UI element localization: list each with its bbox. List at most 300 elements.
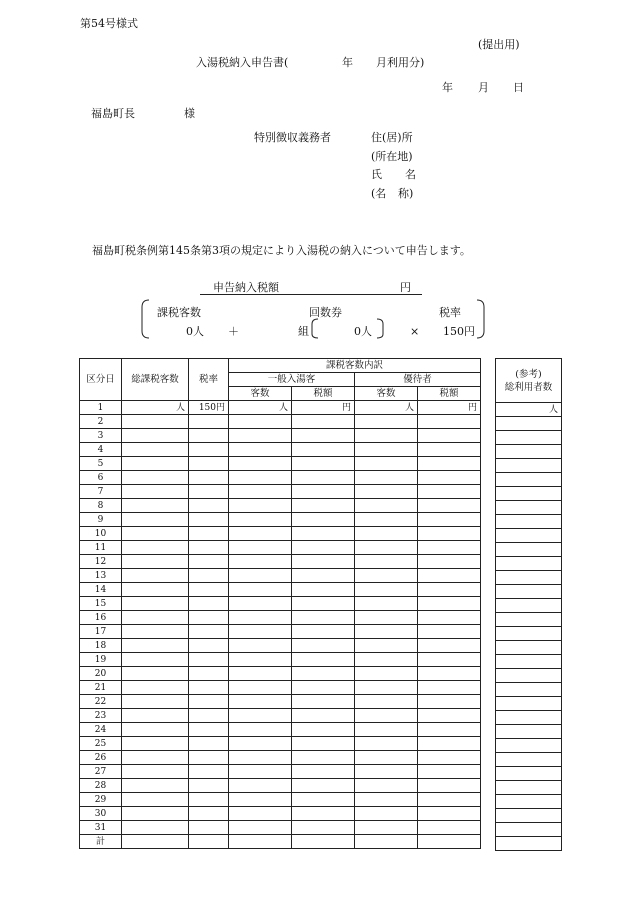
general-tax-cell[interactable] [292, 597, 355, 611]
rate-cell [189, 457, 229, 471]
preferred-tax-cell[interactable] [418, 737, 481, 751]
preferred-tax-cell[interactable] [418, 513, 481, 527]
table-row [496, 403, 562, 417]
table-row [496, 557, 562, 571]
preferred-tax-cell[interactable] [418, 429, 481, 443]
rate-cell [189, 681, 229, 695]
total-users-cell[interactable] [496, 459, 562, 473]
general-count-cell[interactable] [229, 541, 292, 555]
total-users-cell[interactable] [496, 739, 562, 753]
total-taxable-cell[interactable] [122, 667, 189, 681]
table-row [80, 443, 481, 457]
total-taxable-cell[interactable] [122, 457, 189, 471]
total-taxable-cell[interactable] [122, 569, 189, 583]
preferred-count-cell[interactable] [355, 667, 418, 681]
rate-cell [189, 765, 229, 779]
total-users-cell[interactable] [496, 725, 562, 739]
preferred-tax-cell[interactable] [418, 793, 481, 807]
general-tax-cell[interactable] [292, 513, 355, 527]
preferred-count-cell[interactable] [355, 555, 418, 569]
table-row [80, 723, 481, 737]
preferred-count-cell[interactable] [355, 779, 418, 793]
general-count-cell[interactable]: 人 [229, 401, 292, 415]
total-taxable-cell[interactable] [122, 779, 189, 793]
table-row [80, 625, 481, 639]
general-tax-cell[interactable] [292, 499, 355, 513]
preferred-count-cell[interactable]: 人 [355, 401, 418, 415]
general-count-cell[interactable] [229, 695, 292, 709]
total-users-cell[interactable] [496, 613, 562, 627]
total-taxable-cell[interactable] [122, 751, 189, 765]
total-taxable-cell[interactable] [122, 485, 189, 499]
table-row [496, 795, 562, 809]
total-users-cell[interactable] [496, 571, 562, 585]
total-taxable-cell[interactable] [122, 429, 189, 443]
preferred-count-cell[interactable] [355, 681, 418, 695]
general-count-cell[interactable] [229, 821, 292, 835]
general-count-cell[interactable] [229, 765, 292, 779]
general-count-cell[interactable] [229, 667, 292, 681]
total-users-cell[interactable] [496, 599, 562, 613]
total-taxable-cell[interactable]: 人 [122, 401, 189, 415]
table-row [496, 529, 562, 543]
preferred-tax-cell[interactable] [418, 415, 481, 429]
day-cell: 19 [80, 653, 122, 667]
header-day: 区分日 [80, 359, 122, 401]
general-count-cell[interactable] [229, 583, 292, 597]
preferred-tax-cell[interactable] [418, 443, 481, 457]
preferred-count-cell[interactable] [355, 723, 418, 737]
total-users-cell[interactable] [496, 431, 562, 445]
day-cell: 1 [80, 401, 122, 415]
total-taxable-cell[interactable] [122, 639, 189, 653]
table-row [80, 569, 481, 583]
preferred-tax-cell[interactable] [418, 457, 481, 471]
formula-taxable-label: 課税客数 [157, 306, 201, 319]
general-count-cell[interactable] [229, 527, 292, 541]
table-row [80, 681, 481, 695]
header-preferred-count: 客数 [355, 387, 418, 401]
header-preferred: 優待者 [355, 373, 481, 387]
preferred-count-cell[interactable] [355, 765, 418, 779]
day-cell: 2 [80, 415, 122, 429]
day-cell: 12 [80, 555, 122, 569]
day-cell: 28 [80, 779, 122, 793]
table-row [80, 499, 481, 513]
general-count-cell[interactable] [229, 513, 292, 527]
total-taxable-cell[interactable] [122, 695, 189, 709]
preferred-tax-cell[interactable] [418, 709, 481, 723]
formula-coupon-label: 回数券 [309, 306, 342, 319]
submission-copy-label: (提出用) [478, 38, 520, 51]
total-users-cell[interactable] [496, 711, 562, 725]
rate-cell: 150円 [189, 401, 229, 415]
total-taxable-cell[interactable] [122, 723, 189, 737]
general-tax-cell[interactable] [292, 695, 355, 709]
rate-cell [189, 541, 229, 555]
formula-rate-value: 150円 [443, 325, 475, 338]
header-rate: 税率 [189, 359, 229, 401]
general-count-cell[interactable] [229, 653, 292, 667]
table-row [80, 737, 481, 751]
day-cell: 17 [80, 625, 122, 639]
total-taxable-cell[interactable] [122, 793, 189, 807]
total-users-cell[interactable] [496, 627, 562, 641]
general-tax-cell[interactable] [292, 611, 355, 625]
day-cell: 4 [80, 443, 122, 457]
total-users-cell[interactable] [496, 697, 562, 711]
table-row [80, 541, 481, 555]
table-row [496, 641, 562, 655]
preferred-tax-cell[interactable] [418, 527, 481, 541]
general-count-cell[interactable] [229, 499, 292, 513]
table-row [80, 779, 481, 793]
general-tax-cell[interactable]: 円 [292, 401, 355, 415]
table-row [80, 807, 481, 821]
rate-cell [189, 471, 229, 485]
preferred-tax-cell[interactable]: 円 [418, 401, 481, 415]
rate-cell [189, 751, 229, 765]
general-tax-cell[interactable] [292, 709, 355, 723]
general-count-cell[interactable] [229, 415, 292, 429]
rate-cell [189, 513, 229, 527]
table-row [80, 695, 481, 709]
total-row [496, 837, 562, 851]
taxpayer-address-label: 住(居)所 [371, 131, 413, 144]
general-tax-cell[interactable] [292, 793, 355, 807]
preferred-tax-cell[interactable] [418, 835, 481, 849]
general-count-cell[interactable] [229, 639, 292, 653]
total-users-cell[interactable] [496, 795, 562, 809]
general-count-cell[interactable] [229, 555, 292, 569]
preferred-tax-cell[interactable] [418, 471, 481, 485]
general-tax-cell[interactable] [292, 527, 355, 541]
daily-tax-table [79, 358, 481, 849]
total-taxable-cell[interactable] [122, 527, 189, 541]
preferred-tax-cell[interactable] [418, 485, 481, 499]
preferred-count-cell[interactable] [355, 513, 418, 527]
preferred-count-cell[interactable] [355, 485, 418, 499]
day-cell: 27 [80, 765, 122, 779]
table-row [80, 709, 481, 723]
table-row [496, 739, 562, 753]
total-label-cell: 計 [80, 835, 122, 849]
preferred-tax-cell[interactable] [418, 583, 481, 597]
preferred-count-cell[interactable] [355, 457, 418, 471]
preferred-tax-cell[interactable] [418, 611, 481, 625]
general-count-cell[interactable] [229, 751, 292, 765]
header-total-users: 総利用者数 [504, 381, 553, 393]
general-count-cell[interactable] [229, 681, 292, 695]
table-row [496, 585, 562, 599]
table-row [80, 611, 481, 625]
preferred-count-cell[interactable] [355, 639, 418, 653]
general-tax-cell[interactable] [292, 471, 355, 485]
general-count-cell[interactable] [229, 709, 292, 723]
general-tax-cell[interactable] [292, 415, 355, 429]
preferred-tax-cell[interactable] [418, 723, 481, 737]
total-users-cell[interactable] [496, 473, 562, 487]
total-taxable-cell[interactable] [122, 653, 189, 667]
day-cell: 26 [80, 751, 122, 765]
preferred-count-cell[interactable] [355, 611, 418, 625]
total-taxable-cell[interactable] [122, 807, 189, 821]
formula-coupon-value: 0人 [354, 325, 372, 338]
day-cell: 14 [80, 583, 122, 597]
general-tax-cell[interactable] [292, 835, 355, 849]
general-count-cell[interactable] [229, 625, 292, 639]
total-taxable-cell[interactable] [122, 583, 189, 597]
table-row [496, 571, 562, 585]
total-users-cell[interactable] [496, 445, 562, 459]
table-row [80, 653, 481, 667]
declaration-statement: 福島町税条例第145条第3項の規定により入湯税の納入について申告します。 [92, 244, 471, 257]
general-count-cell[interactable] [229, 569, 292, 583]
total-taxable-cell[interactable] [122, 821, 189, 835]
preferred-tax-cell[interactable] [418, 569, 481, 583]
general-count-cell[interactable] [229, 779, 292, 793]
general-tax-cell[interactable] [292, 765, 355, 779]
preferred-tax-cell[interactable] [418, 555, 481, 569]
general-count-cell[interactable] [229, 457, 292, 471]
preferred-tax-cell[interactable] [418, 807, 481, 821]
preferred-count-cell[interactable] [355, 597, 418, 611]
total-taxable-cell[interactable] [122, 415, 189, 429]
form-title-year-unit: 年 [342, 56, 353, 69]
table-row [80, 821, 481, 835]
general-tax-cell[interactable] [292, 779, 355, 793]
table-row [80, 457, 481, 471]
total-taxable-cell[interactable] [122, 737, 189, 751]
total-taxable-cell[interactable] [122, 709, 189, 723]
table-row [496, 543, 562, 557]
general-tax-cell[interactable] [292, 821, 355, 835]
taxpayer-location-label: (所在地) [371, 150, 413, 163]
preferred-count-cell[interactable] [355, 835, 418, 849]
day-cell: 5 [80, 457, 122, 471]
rate-cell [189, 653, 229, 667]
total-users-cell[interactable] [496, 529, 562, 543]
total-taxable-cell[interactable] [122, 611, 189, 625]
preferred-count-cell[interactable] [355, 569, 418, 583]
total-taxable-cell[interactable] [122, 835, 189, 849]
total-users-cell[interactable] [496, 417, 562, 431]
formula-set-unit: 組 [298, 325, 309, 338]
general-count-cell[interactable] [229, 807, 292, 821]
preferred-tax-cell[interactable] [418, 541, 481, 555]
general-tax-cell[interactable] [292, 541, 355, 555]
preferred-count-cell[interactable] [355, 415, 418, 429]
table-row [496, 613, 562, 627]
day-cell: 8 [80, 499, 122, 513]
general-tax-cell[interactable] [292, 625, 355, 639]
general-tax-cell[interactable] [292, 457, 355, 471]
declared-amount-label: 申告納入税額 [213, 281, 279, 294]
general-count-cell[interactable] [229, 597, 292, 611]
preferred-count-cell[interactable] [355, 737, 418, 751]
header-general-count: 客数 [229, 387, 292, 401]
rate-cell [189, 821, 229, 835]
form-title-month-suffix: 月利用分) [376, 56, 425, 69]
total-users-cell[interactable] [496, 837, 562, 851]
general-tax-cell[interactable] [292, 653, 355, 667]
general-tax-cell[interactable] [292, 555, 355, 569]
total-taxable-cell[interactable] [122, 443, 189, 457]
preferred-count-cell[interactable] [355, 527, 418, 541]
general-count-cell[interactable] [229, 443, 292, 457]
formula-times-sign: × [410, 325, 420, 338]
general-tax-cell[interactable] [292, 681, 355, 695]
total-users-cell[interactable] [496, 557, 562, 571]
preferred-tax-cell[interactable] [418, 499, 481, 513]
rate-cell [189, 737, 229, 751]
preferred-count-cell[interactable] [355, 709, 418, 723]
rate-cell [189, 485, 229, 499]
day-cell: 31 [80, 821, 122, 835]
general-count-cell[interactable] [229, 723, 292, 737]
rate-cell [189, 695, 229, 709]
table-row [80, 793, 481, 807]
general-tax-cell[interactable] [292, 751, 355, 765]
rate-cell [189, 429, 229, 443]
preferred-tax-cell[interactable] [418, 597, 481, 611]
preferred-tax-cell[interactable] [418, 681, 481, 695]
total-taxable-cell[interactable] [122, 765, 189, 779]
preferred-count-cell[interactable] [355, 443, 418, 457]
day-cell: 11 [80, 541, 122, 555]
table-row [496, 683, 562, 697]
preferred-count-cell[interactable] [355, 793, 418, 807]
table-row [496, 655, 562, 669]
general-count-cell[interactable] [229, 485, 292, 499]
addressee-honorific: 様 [184, 107, 195, 120]
general-tax-cell[interactable] [292, 737, 355, 751]
general-tax-cell[interactable] [292, 569, 355, 583]
preferred-tax-cell[interactable] [418, 639, 481, 653]
general-count-cell[interactable] [229, 737, 292, 751]
total-users-cell[interactable] [496, 585, 562, 599]
preferred-tax-cell[interactable] [418, 653, 481, 667]
preferred-tax-cell[interactable] [418, 625, 481, 639]
table-row [496, 725, 562, 739]
general-tax-cell[interactable] [292, 667, 355, 681]
general-count-cell[interactable] [229, 429, 292, 443]
preferred-count-cell[interactable] [355, 471, 418, 485]
rate-cell [189, 625, 229, 639]
total-users-cell[interactable] [496, 781, 562, 795]
rate-cell [189, 639, 229, 653]
preferred-count-cell[interactable] [355, 695, 418, 709]
table-row [496, 417, 562, 431]
total-users-cell[interactable]: 人 [496, 403, 562, 417]
preferred-tax-cell[interactable] [418, 765, 481, 779]
general-tax-cell[interactable] [292, 583, 355, 597]
general-tax-cell[interactable] [292, 485, 355, 499]
general-count-cell[interactable] [229, 835, 292, 849]
table-row [80, 471, 481, 485]
total-users-cell[interactable] [496, 669, 562, 683]
header-general-bathers: 一般入湯客 [229, 373, 355, 387]
day-cell: 16 [80, 611, 122, 625]
preferred-count-cell[interactable] [355, 499, 418, 513]
total-taxable-cell[interactable] [122, 471, 189, 485]
total-users-cell[interactable] [496, 501, 562, 515]
general-count-cell[interactable] [229, 793, 292, 807]
total-taxable-cell[interactable] [122, 541, 189, 555]
preferred-tax-cell[interactable] [418, 779, 481, 793]
rate-cell [189, 583, 229, 597]
general-tax-cell[interactable] [292, 723, 355, 737]
table-row [496, 753, 562, 767]
header-general-tax: 税額 [292, 387, 355, 401]
table-row [80, 401, 481, 415]
general-tax-cell[interactable] [292, 639, 355, 653]
preferred-tax-cell[interactable] [418, 695, 481, 709]
preferred-count-cell[interactable] [355, 541, 418, 555]
general-count-cell[interactable] [229, 611, 292, 625]
table-row [496, 459, 562, 473]
preferred-tax-cell[interactable] [418, 667, 481, 681]
taxpayer-name-label-first: 氏 [371, 168, 382, 181]
table-row [80, 639, 481, 653]
total-users-cell[interactable] [496, 487, 562, 501]
form-title-prefix: 入湯税納入申告書( [196, 56, 289, 69]
day-cell: 20 [80, 667, 122, 681]
preferred-tax-cell[interactable] [418, 751, 481, 765]
total-taxable-cell[interactable] [122, 597, 189, 611]
total-users-cell[interactable] [496, 809, 562, 823]
preferred-count-cell[interactable] [355, 807, 418, 821]
preferred-count-cell[interactable] [355, 751, 418, 765]
total-users-cell[interactable] [496, 683, 562, 697]
preferred-count-cell[interactable] [355, 429, 418, 443]
preferred-count-cell[interactable] [355, 653, 418, 667]
total-taxable-cell[interactable] [122, 555, 189, 569]
total-users-cell[interactable] [496, 543, 562, 557]
preferred-tax-cell[interactable] [418, 821, 481, 835]
total-taxable-cell[interactable] [122, 625, 189, 639]
table-row [496, 669, 562, 683]
total-taxable-cell[interactable] [122, 513, 189, 527]
formula-taxable-value: 0人 [186, 325, 204, 338]
total-users-cell[interactable] [496, 641, 562, 655]
table-row [80, 751, 481, 765]
total-users-cell[interactable] [496, 753, 562, 767]
preferred-count-cell[interactable] [355, 625, 418, 639]
preferred-count-cell[interactable] [355, 821, 418, 835]
total-users-cell[interactable] [496, 655, 562, 669]
total-users-cell[interactable] [496, 767, 562, 781]
date-year-unit: 年 [442, 81, 453, 94]
preferred-count-cell[interactable] [355, 583, 418, 597]
rate-cell [189, 807, 229, 821]
day-cell: 9 [80, 513, 122, 527]
general-count-cell[interactable] [229, 471, 292, 485]
header-reference [496, 359, 562, 403]
header-breakdown: 課税客数内訳 [229, 359, 481, 373]
rate-cell [189, 443, 229, 457]
total-users-cell[interactable] [496, 823, 562, 837]
rate-cell [189, 835, 229, 849]
general-tax-cell[interactable] [292, 807, 355, 821]
general-tax-cell[interactable] [292, 443, 355, 457]
total-users-cell[interactable] [496, 515, 562, 529]
rate-cell [189, 723, 229, 737]
total-taxable-cell[interactable] [122, 499, 189, 513]
general-tax-cell[interactable] [292, 429, 355, 443]
total-taxable-cell[interactable] [122, 681, 189, 695]
formula-rate-label: 税率 [439, 306, 461, 319]
